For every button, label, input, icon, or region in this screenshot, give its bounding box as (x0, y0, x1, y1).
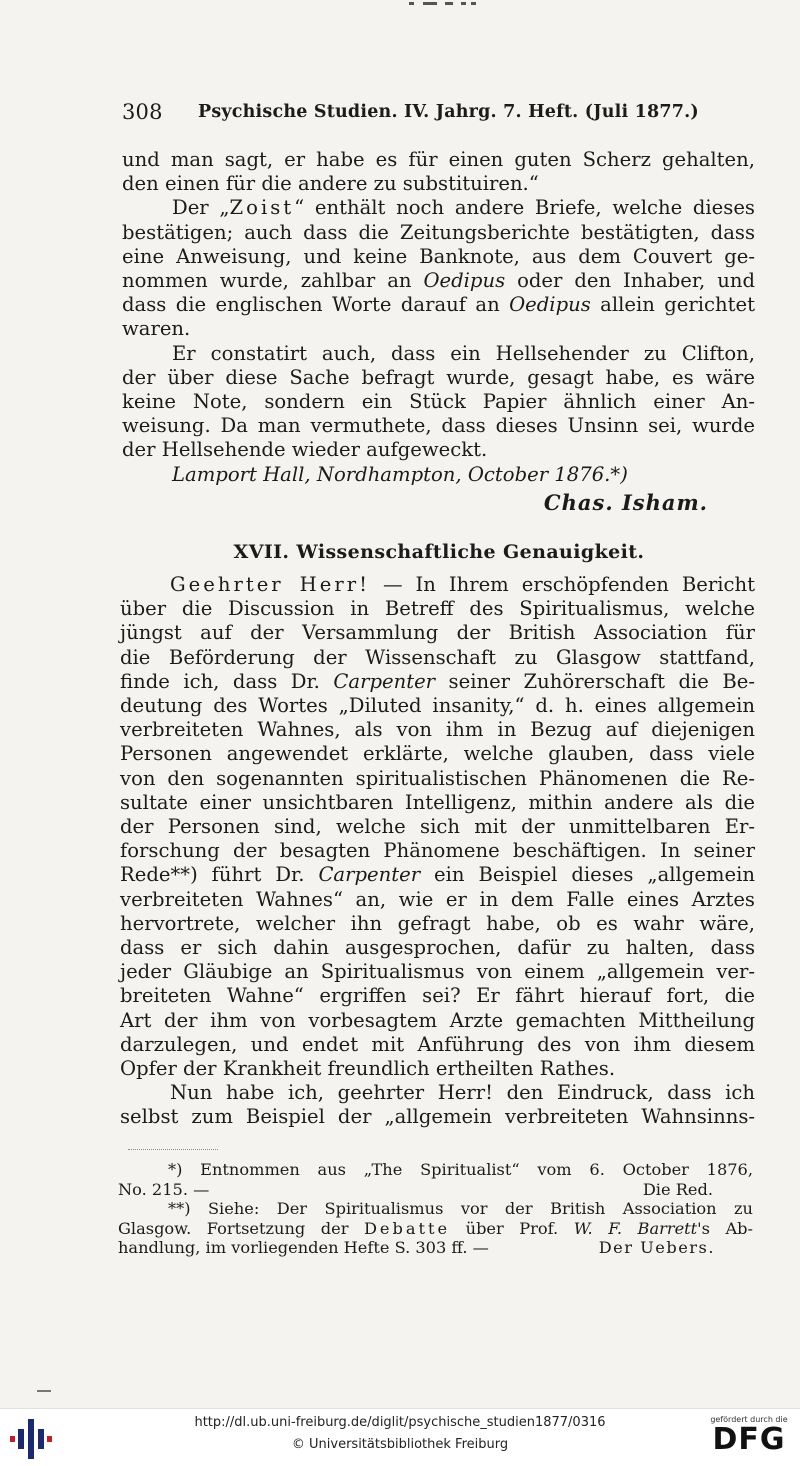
letter-text (122, 148, 755, 463)
top-scan-mark (405, 0, 485, 6)
footnote-2-text-b: über Prof. (450, 1218, 574, 1238)
footnote-2-author: W. F. Barrett (573, 1218, 698, 1238)
line-text: finde ich, dass Dr. (120, 669, 334, 693)
footnote-2-line-2 (118, 1219, 753, 1239)
letter-line: weisung. Da man vermuthete, dass dieses Unsinn sei, wurde (122, 414, 755, 438)
line-text: seiner Zuhörerschaft die Be- (435, 669, 755, 693)
line-text: oder den Inhaber, und (505, 269, 755, 293)
article-line: von den sogenannten spiritualistischen Phänomenen die Re- (120, 766, 755, 790)
article-line: Nun habe ich, geehrter Herr! den Eindruck, dass ich (170, 1081, 755, 1105)
article-text (120, 573, 755, 1130)
footnote-2-spaced-word: Debatte (363, 1218, 451, 1238)
letter-line (122, 293, 755, 317)
letter-line: waren. (122, 317, 191, 341)
line-text: allein gerichtet (590, 293, 755, 317)
article-line (120, 863, 755, 887)
letter-line (122, 196, 755, 220)
article-line: verbreiteten Wahnes, als von ihm in Bezug auf diejenigen (120, 718, 755, 742)
footnote-1-line-1: *) Entnommen aus „The Spiritualist“ vom 6. October 1876, (168, 1160, 753, 1179)
signature: Chas. Isham. (543, 490, 708, 515)
article-line (120, 670, 755, 694)
article-line: Art der ihm von vorbesagtem Arzte gemachten Mittheilung (120, 1008, 755, 1032)
footnote-1-ref: No. 215. — (118, 1179, 210, 1199)
line-text: Rede**) führt Dr. (120, 863, 319, 887)
article-line: verbreiteten Wahnes“ an, wie er in dem Falle eines Arztes (120, 887, 755, 911)
article-line: über die Discussion in Betreff des Spiritualismus, welche (120, 597, 755, 621)
line-text: — In Ihrem erschöpfenden Bericht (369, 573, 756, 596)
spaced-emphasis: Geehrter Herr! (170, 573, 370, 596)
footnote-1-credit: Die Red. (642, 1179, 713, 1199)
line-text: ein Beispiel dieses „allgemein (420, 863, 755, 887)
footnote-2-line-3 (118, 1238, 753, 1258)
viewer-footer (0, 1408, 800, 1466)
letter-line: Er constatirt auch, dass ein Hellsehender zu Clifton, (172, 341, 755, 365)
article-line: selbst zum Beispiel der „allgemein verbreiteten Wahnsinns- (120, 1105, 755, 1129)
italic-name: Oedipus (423, 269, 506, 293)
letter-line: eine Anweisung, und keine Banknote, aus dem Couvert ge- (122, 244, 755, 268)
letter-line: der über diese Sache befragt wurde, gesagt habe, es wäre (122, 365, 755, 389)
page-number: 308 (122, 100, 163, 124)
university-library-logo-icon (8, 1417, 54, 1461)
article-line: die Beförderung der Wissenschaft zu Glasgow stattfand, (120, 645, 755, 669)
footnote-separator (128, 1149, 218, 1151)
article-line: der Personen sind, welche sich mit der unmittelbaren Er- (120, 815, 755, 839)
article-line: breiteten Wahne“ ergriffen sei? Er fährt hierauf fort, die (120, 984, 755, 1008)
line-text: Der „ (172, 196, 230, 220)
article-line: darzulegen, und endet mit Anführung des von ihm diesem (120, 1032, 755, 1056)
article-line: sultate einer unsichtbaren Intelligenz, mithin andere als die (120, 790, 755, 814)
copyright-notice: © Universitätsbibliothek Freiburg (291, 1437, 509, 1452)
article-line: hervortrete, welcher ihn gefragt habe, ob es wahr wäre, (120, 911, 755, 935)
letter-line: keine Note, sondern ein Stück Papier ähnlich einer An- (122, 390, 755, 414)
footnote-2-line-1: **) Siehe: Der Spiritualismus vor der British Association zu (168, 1199, 753, 1219)
article-line (120, 573, 755, 597)
article-line: forschung der besagten Phänomene beschäftigen. In seiner (120, 839, 755, 863)
footnote-2-text-a: Glasgow. Fortsetzung der (118, 1218, 364, 1238)
italic-name: Oedipus (509, 293, 591, 317)
running-title: Psychische Studien. IV. Jahrg. 7. Heft. (Juli 1877.) (198, 102, 699, 122)
dfg-wordmark: DFG (712, 1422, 786, 1457)
letter-line: der Hellsehende wieder aufgeweckt. (122, 438, 488, 462)
italic-name: Carpenter (333, 669, 436, 693)
footnote-2-ref: handlung, im vorliegenden Hefte S. 303 ff. — (118, 1238, 489, 1258)
letter-line (122, 269, 755, 293)
spaced-emphasis: Zoist (229, 196, 295, 220)
document-url-link[interactable]: http://dl.ub.uni-freiburg.de/diglit/psychische_studien1877/0316 (194, 1415, 606, 1430)
dfg-funding-label: gefördert durch die (710, 1415, 788, 1424)
footnote-2-text-c: 's Ab- (697, 1218, 753, 1238)
letter-line: und man sagt, er habe es für einen guten Scherz gehalten, (122, 148, 755, 171)
article-line: jüngst auf der Versammlung der British Association für (120, 621, 755, 645)
article-line: Opfer der Krankheit freundlich ertheilten Rathes. (120, 1057, 616, 1081)
letter-line: den einen für die andere zu substituiren.“ (122, 172, 539, 196)
footnote-2-credit: Der Uebers. (598, 1238, 715, 1258)
line-text: nommen wurde, zahlbar an (122, 269, 424, 293)
article-line: deutung des Wortes „Diluted insanity,“ d. h. eines allgemein (120, 694, 755, 718)
italic-name: Carpenter (318, 863, 421, 887)
article-line: dass er sich dahin ausgesprochen, dafür zu halten, dass (120, 936, 755, 960)
dfg-logo (704, 1415, 794, 1463)
footnote-1-line-2 (118, 1180, 753, 1200)
line-text: dass die englischen Worte darauf an (122, 293, 510, 317)
bottom-scan-mark (37, 1390, 51, 1392)
section-title: XVII. Wissenschaftliche Genauigkeit. (233, 541, 645, 563)
article-line: Personen angewendet erklärte, welche glauben, dass viele (120, 742, 755, 766)
place-date-line: Lamport Hall, Nordhampton, October 1876.*) (172, 463, 628, 486)
letter-line: bestätigen; auch dass die Zeitungsberichte bestätigten, dass (122, 220, 755, 244)
article-line: jeder Gläubige an Spiritualismus von einem „allgemein ver- (120, 960, 755, 984)
footnotes (118, 1160, 753, 1258)
line-text: “ enthält noch andere Briefe, welche dieses (294, 196, 755, 220)
